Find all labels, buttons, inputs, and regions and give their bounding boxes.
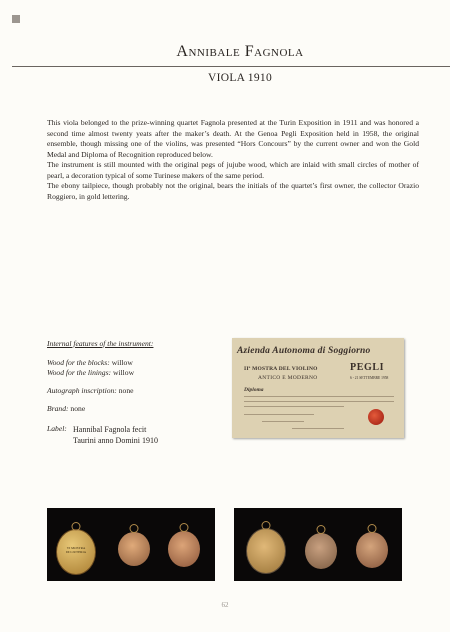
medal-bronze — [168, 531, 200, 567]
medal-gold — [246, 528, 286, 574]
diploma-subtitle: Diploma — [244, 387, 264, 393]
label-value — [73, 424, 158, 446]
diploma-date: 6 - 21 SETTEMBRE 1958 — [350, 376, 389, 380]
medal-ring — [368, 524, 377, 533]
blocks-row — [47, 358, 227, 368]
linings-value: willow — [112, 368, 135, 377]
internal-features — [47, 339, 227, 446]
body-paragraph: The instrument is still mounted with the original pegs of jujube wood, which are inlaid with small circles of mother of pearl, a decoration typical of some Turinese makers of the same period. — [47, 160, 419, 180]
autograph-key: Autograph inscription: — [47, 386, 117, 395]
blocks-value: willow — [111, 358, 133, 367]
diploma-heading: Azienda Autonoma di Soggiorno — [237, 346, 371, 356]
label-row — [47, 424, 227, 446]
medal-bronze — [356, 532, 388, 568]
medal-plaque-text: VI MOSTRA DI LIUTERIA — [65, 546, 87, 554]
page-number: 62 — [221, 601, 229, 609]
medals-photo-left — [47, 508, 215, 581]
medal-ring — [262, 521, 271, 530]
title-rule — [12, 66, 450, 67]
corner-square — [12, 15, 20, 23]
body-paragraph: This viola belonged to the prize-winning quartet Fagnola presented at the Turin Exposition in 1911 and was honored a second time almost twenty yeats after the maker’s death. At the Genoa Pegli Exposition held in 1958, the original ensemble, though missing one of the violins, was presented “Hors Concours” by the current owner and won the Gold Medal and Diploma of Recognition reproduced below. — [47, 118, 419, 159]
diploma-line: IIª MOSTRA DEL VIOLINO — [244, 366, 318, 372]
diploma-text-line — [262, 421, 304, 422]
medal-gold — [56, 529, 96, 575]
medal-ring — [180, 523, 189, 532]
medal-bronze — [118, 532, 150, 566]
label-line: Taurini anno Domini 1910 — [73, 436, 158, 445]
brand-row — [47, 404, 227, 414]
autograph-value: none — [118, 386, 134, 395]
linings-row — [47, 368, 227, 378]
medal-ring — [317, 525, 326, 534]
diploma-text-line — [292, 428, 344, 429]
diploma-text-line — [244, 396, 394, 397]
diploma-pegli: PEGLI — [350, 362, 385, 373]
autograph-row — [47, 386, 227, 396]
diploma-text-line — [244, 414, 314, 415]
diploma-text-line — [244, 406, 344, 407]
page-subtitle: VIOLA 1910 — [207, 72, 272, 84]
page-title: Annibale Fagnola — [176, 43, 304, 60]
diploma-image — [232, 338, 404, 438]
medal-bronze — [305, 533, 337, 569]
wax-seal — [368, 409, 384, 425]
brand-value: none — [70, 404, 86, 413]
body-paragraph: The ebony tailpiece, though probably not the original, bears the initials of the quartet’s first owner, the collector Orazio Roggiero, in gold lettering. — [47, 181, 419, 201]
linings-key: Wood for the linings: — [47, 368, 112, 377]
label-line: Hannibal Fagnola fecit — [73, 425, 147, 434]
medal-ring — [72, 522, 81, 531]
diploma-line: ANTICO E MODERNO — [258, 375, 318, 381]
blocks-key: Wood for the blocks: — [47, 358, 110, 367]
medals-photo-right — [234, 508, 402, 581]
medal-ring — [130, 524, 139, 533]
diploma-text-line — [244, 401, 394, 402]
label-key: Label: — [47, 424, 67, 433]
features-heading: Internal features of the instrument: — [47, 339, 154, 348]
brand-key: Brand: — [47, 404, 69, 413]
body-text — [47, 118, 419, 202]
